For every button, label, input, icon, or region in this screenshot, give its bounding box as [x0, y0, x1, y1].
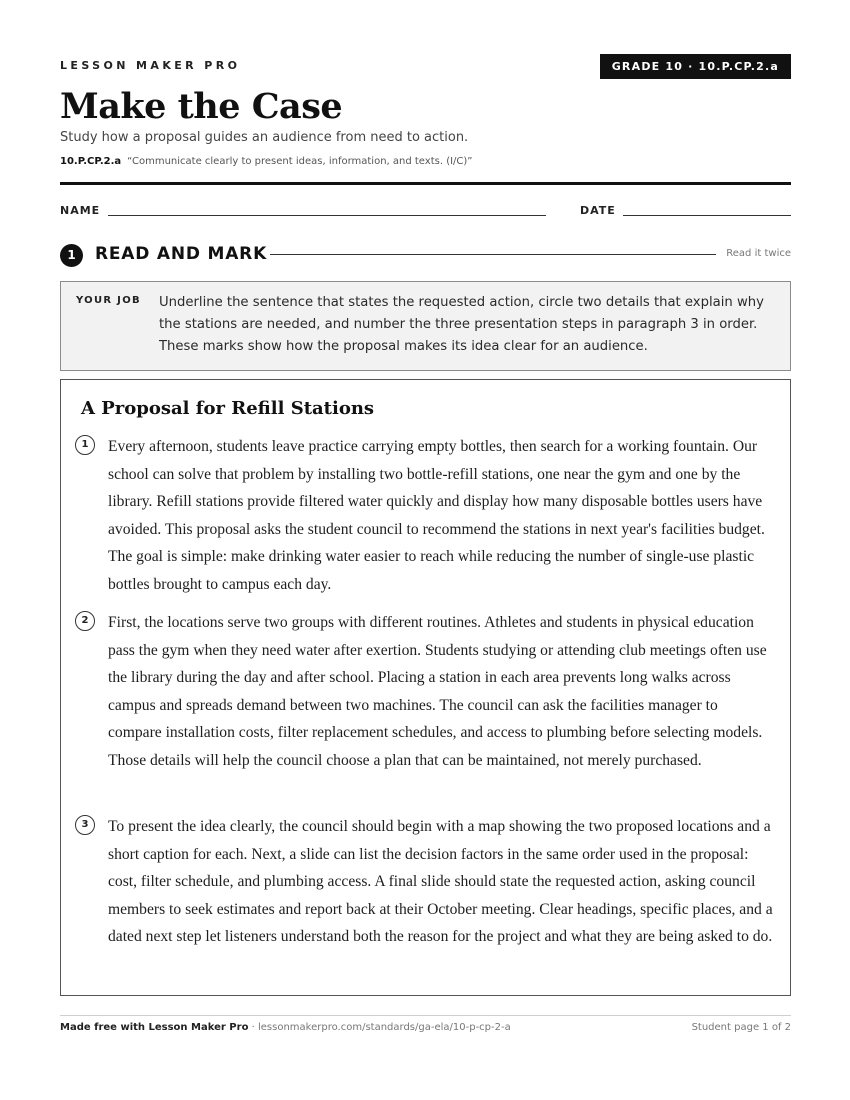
page-title: Make the Case: [60, 86, 343, 127]
name-label: NAME: [60, 204, 101, 217]
footer-divider: [60, 1015, 791, 1016]
section-number: 1: [60, 244, 83, 267]
footer-credit: Made free with Lesson Maker Pro · lessonmakerpro.com/standards/ga-ela/10-p-cp-2-a: [60, 1022, 511, 1033]
header-divider: [60, 182, 791, 185]
passage-title: A Proposal for Refill Stations: [81, 398, 375, 419]
page-subtitle: Study how a proposal guides an audience from need to action.: [60, 130, 469, 145]
paragraph-text: Every afternoon, students leave practice carrying empty bottles, then search for a working fountain. Our school can solve that problem by installing two bottle-refill stations, one near the gym and one by the library. Refill stations provide filtered water quickly and display how many disposable bottles users have avoided. This proposal asks the student council to recommend the stations in next year's facilities budget. The goal is simple: make drinking water easier to reach while reducing the number of single-use plastic bottles brought to campus each day.: [108, 438, 765, 593]
job-box: [60, 281, 791, 371]
standard-line: [60, 156, 472, 167]
name-field[interactable]: [108, 215, 546, 216]
grade-badge: GRADE 10 · 10.P.CP.2.a: [600, 54, 791, 79]
section-divider: [270, 254, 716, 255]
job-instructions: Underline the sentence that states the requested action, circle two details that explain why the stations are needed, and number the three presentation steps in paragraph 3 in order. These marks show how the proposal makes its idea clear for an audience.: [159, 295, 764, 354]
paragraph-number: 2: [75, 611, 95, 631]
paragraph-text: First, the locations serve two groups with different routines. Athletes and students in physical education pass the gym when they need water after exertion. Students studying or attending club meetings often use the library during the day and after school. Placing a station in each area prevents long walks across campus and spreads demand between two machines. The council can ask the facilities manager to compare installation costs, filter replacement schedules, and access to plumbing before selecting models. Those details will help the council choose a plan that can be maintained, not merely purchased.: [108, 614, 767, 769]
job-label: YOUR JOB: [76, 295, 141, 306]
worksheet-page: [60, 0, 791, 1100]
paragraph-number: 1: [75, 435, 95, 455]
standard-code: 10.P.CP.2.a: [60, 156, 122, 167]
footer-brand: Made free with Lesson Maker Pro: [60, 1022, 249, 1033]
section-header: [60, 242, 791, 268]
section-note: Read it twice: [726, 248, 791, 259]
footer-url[interactable]: lessonmakerpro.com/standards/ga-ela/10-p-cp-2-a: [257, 1022, 511, 1033]
reading-passage: [60, 379, 791, 996]
paragraph-text: To present the idea clearly, the council should begin with a map showing the two proposed locations and a short caption for each. Next, a slide can list the decision factors in the same order used in the proposal: cost, filter schedule, and plumbing access. A final slide should state the requested action, asking council members to seek estimates and report back at their October meeting. Clear headings, specific places, and a dated next step let listeners understand both the reason for the project and what they are being asked to do.: [108, 818, 773, 945]
section-title: READ AND MARK: [95, 244, 268, 264]
standard-text: “Communicate clearly to present ideas, information, and texts. (I/C)”: [127, 156, 473, 167]
paragraph-number: 3: [75, 815, 95, 835]
brand-name: LESSON MAKER PRO: [60, 59, 241, 72]
page-indicator: Student page 1 of 2: [691, 1022, 791, 1033]
date-label: DATE: [580, 204, 616, 217]
date-field[interactable]: [623, 215, 791, 216]
